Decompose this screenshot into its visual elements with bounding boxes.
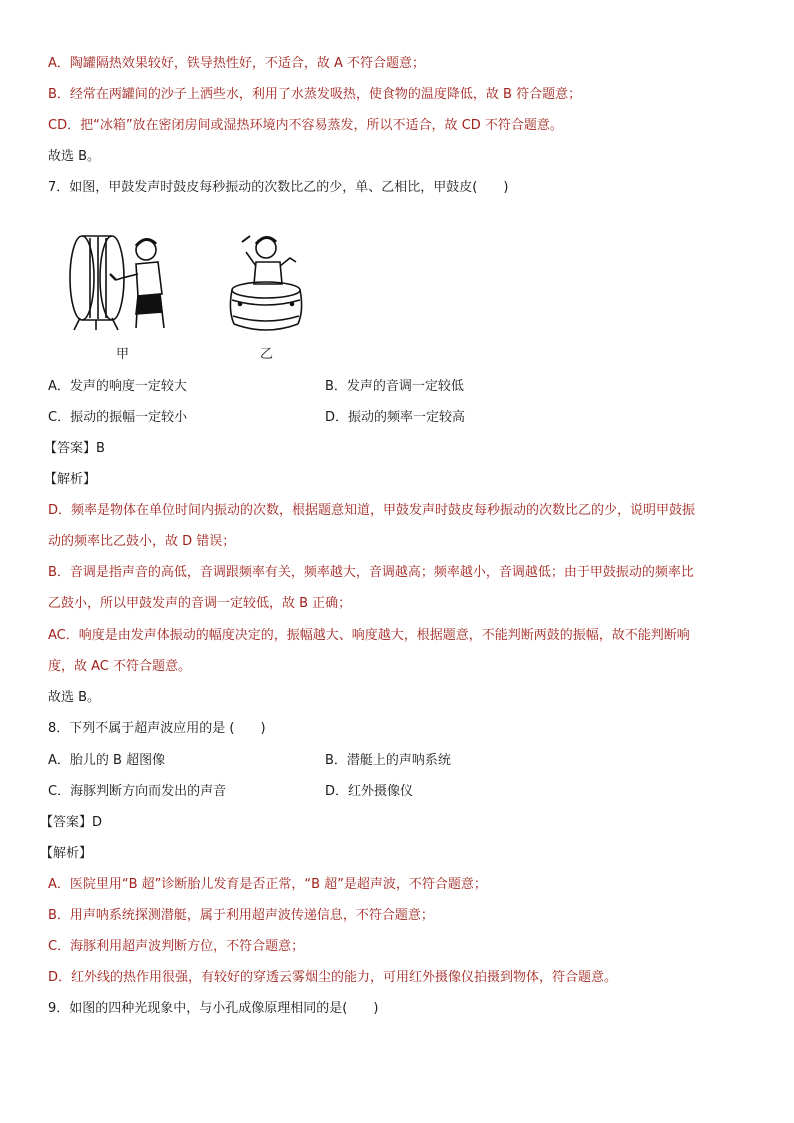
drum-yi-figure bbox=[220, 228, 312, 334]
q8-analysis-label: 【解析】 bbox=[40, 846, 93, 861]
q8-answer: 【答案】D bbox=[40, 815, 103, 830]
q7-analysis-ac-line1: AC．响度是由发声体振动的幅度决定的，振幅越大、响度越大，根据题意，不能判断两鼓的振幅，故不能判断响 bbox=[48, 628, 690, 643]
q7-analysis-d-line2: 动的频率比乙鼓小，故 D 错误； bbox=[48, 534, 236, 549]
q8-option-b: B．潜艇上的声呐系统 bbox=[325, 753, 451, 768]
q7-analysis-d-line1: D．频率是物体在单位时间内振动的次数，根据题意知道，甲鼓发声时鼓皮每秒振动的次数比乙的少，说明甲鼓振 bbox=[48, 503, 696, 518]
figure-label-jia: 甲 bbox=[116, 347, 130, 362]
q8-option-d: D．红外摄像仪 bbox=[325, 784, 414, 799]
q7-analysis-label: 【解析】 bbox=[44, 472, 97, 487]
drum-jia-figure bbox=[66, 228, 176, 332]
prev-choose: 故选 B。 bbox=[48, 149, 101, 164]
q7-choose: 故选 B。 bbox=[48, 690, 101, 705]
q7-analysis-b-line2: 乙鼓小，所以甲鼓发声的音调一定较低，故 B 正确； bbox=[48, 596, 352, 611]
q8-analysis-c: C．海豚利用超声波判断方位，不符合题意； bbox=[48, 939, 305, 954]
q8-analysis-a: A．医院里用“B 超”诊断胎儿发育是否正常，“B 超”是超声波，不符合题意； bbox=[48, 877, 487, 892]
q8-stem: 8．下列不属于超声波应用的是 ( ) bbox=[48, 721, 266, 736]
q7-stem: 7．如图，甲鼓发声时鼓皮每秒振动的次数比乙的少，单、乙相比，甲鼓皮( ) bbox=[48, 180, 509, 195]
q7-option-b: B．发声的音调一定较低 bbox=[325, 379, 464, 394]
q7-option-a: A．发声的响度一定较大 bbox=[48, 379, 187, 394]
q9-stem: 9．如图的四种光现象中，与小孔成像原理相同的是( ) bbox=[48, 1001, 379, 1016]
q7-option-c: C．振动的振幅一定较小 bbox=[48, 410, 188, 425]
q8-analysis-d: D．红外线的热作用很强，有较好的穿透云雾烟尘的能力，可用红外摄像仪拍摄到物体，符合题意。 bbox=[48, 970, 618, 985]
prev-explanation-a: A．陶罐隔热效果较好，铁导热性好，不适合，故 A 不符合题意； bbox=[48, 56, 426, 71]
q7-analysis-b-line1: B．音调是指声音的高低，音调跟频率有关，频率越大，音调越高；频率越小，音调越低；由于甲鼓振动的频率比 bbox=[48, 565, 694, 580]
prev-explanation-cd: CD．把“冰箱”放在密闭房间或湿热环境内不容易蒸发，所以不适合，故 CD 不符合题意。 bbox=[48, 118, 563, 133]
q8-option-a: A．胎儿的 B 超图像 bbox=[48, 753, 166, 768]
q8-option-c: C．海豚判断方向而发出的声音 bbox=[48, 784, 227, 799]
prev-explanation-b: B．经常在两罐间的沙子上洒些水，利用了水蒸发吸热，使食物的温度降低，故 B 符合题意； bbox=[48, 87, 582, 102]
q7-analysis-ac-line2: 度，故 AC 不符合题意。 bbox=[48, 659, 192, 674]
q7-answer: 【答案】B bbox=[44, 441, 105, 456]
q8-analysis-b: B．用声呐系统探测潜艇，属于利用超声波传递信息，不符合题意； bbox=[48, 908, 434, 923]
q7-option-d: D．振动的频率一定较高 bbox=[325, 410, 466, 425]
figure-label-yi: 乙 bbox=[260, 347, 274, 362]
